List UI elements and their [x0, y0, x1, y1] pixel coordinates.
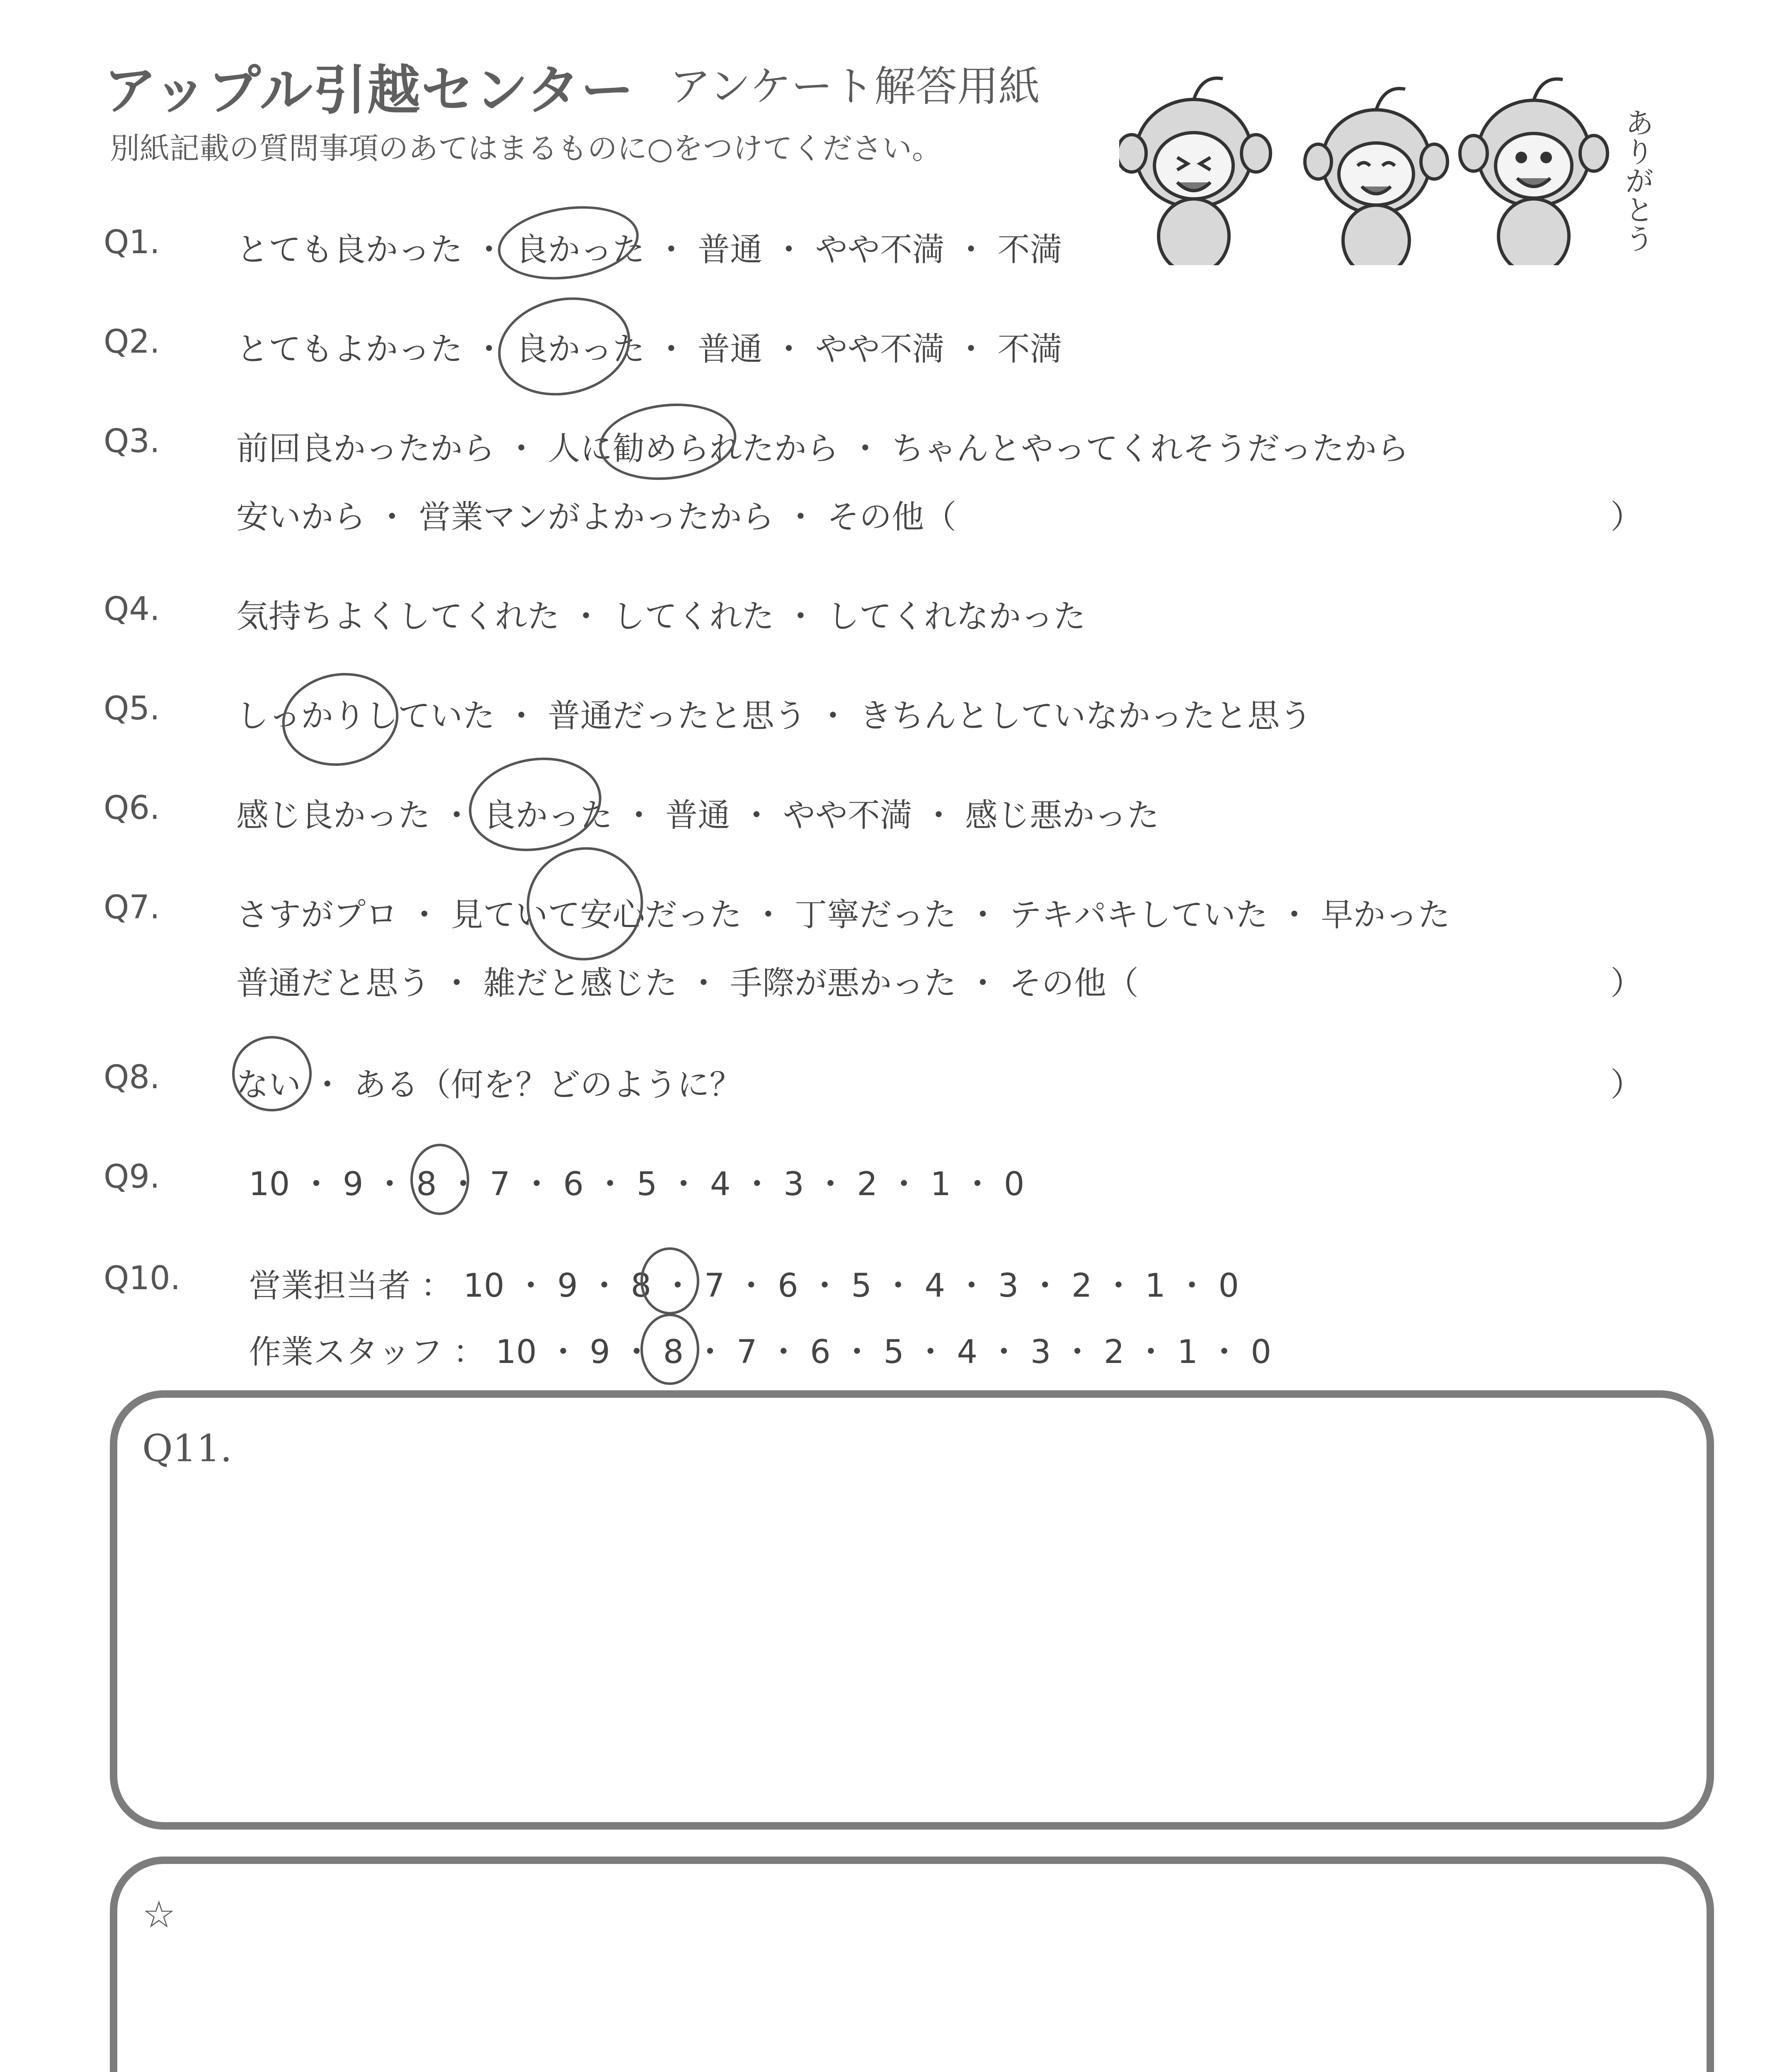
q6-label: Q6. [104, 789, 160, 827]
q1-answer-circle [493, 198, 644, 288]
q2-answer-circle [489, 286, 639, 407]
q10-sales-scale: 営業担当者 ： 10 ・ 9 ・ 8 ・ 7 ・ 6 ・ 5 ・ 4 ・ 3 ・ 2 ・ 1 ・ 0 [249, 1267, 1239, 1305]
q8-close-paren: ） [1610, 1066, 1643, 1104]
q7-close-paren: ） [1610, 965, 1643, 1002]
q10-staff-scale: 作業スタッフ ： 10 ・ 9 ・ 8 ・ 7 ・ 6 ・ 5 ・ 4 ・ 3 ・ 2 ・ 1 ・ 0 [249, 1334, 1271, 1371]
q3-options-line2: 安いから ・ 営業マンがよかったから ・ その他（ [236, 499, 957, 536]
q8-label: Q8. [104, 1059, 160, 1096]
star-comment-box[interactable] [110, 1857, 1714, 2072]
q1-options: とても良かった ・ 良かった ・ 普通 ・ やや不満 ・ 不満 [236, 231, 1062, 269]
q1-label: Q1. [104, 224, 160, 261]
q9-answer-circle [410, 1144, 469, 1215]
instruction-text: 別紙記載の質問事項のあてはまるものに○をつけてください。 [110, 131, 942, 166]
mascot-thanks-text: ありがとう [1620, 108, 1654, 253]
q6-answer-circle [461, 748, 609, 862]
q10-sales-answer-circle [640, 1247, 699, 1314]
q7-answer-circle [511, 831, 659, 977]
mascot-illustration [1119, 58, 1700, 265]
q8-options: ない ・ ある（何を？どのように？ [236, 1066, 742, 1104]
q7-options-line1: さすがプロ ・ 見ていて安心だった ・ 丁寧だった ・ テキパキしていた ・ 早かった [236, 896, 1450, 934]
q3-close-paren: ） [1610, 499, 1643, 536]
q5-label: Q5. [104, 690, 160, 727]
q2-options: とてもよかった ・ 良かった ・ 普通 ・ やや不満 ・ 不満 [236, 331, 1062, 368]
q4-label: Q4. [104, 591, 160, 628]
q9-label: Q9. [104, 1158, 160, 1196]
form-subtitle: アンケート解答用紙 [669, 62, 1040, 111]
form-title: アップル引越センター [104, 60, 635, 121]
q2-label: Q2. [104, 323, 160, 361]
q11-comment-box[interactable] [110, 1390, 1714, 1830]
q6-options: 感じ良かった ・ 良かった ・ 普通 ・ やや不満 ・ 感じ悪かった [236, 797, 1159, 834]
q3-options-line1: 前回良かったから ・ 人に勧められたから ・ ちゃんとやってくれそうだったから [236, 430, 1409, 467]
star-icon: ☆ [142, 1893, 176, 1936]
q3-label: Q3. [104, 423, 160, 460]
q11-label: Q11. [142, 1427, 232, 1470]
q3-answer-circle [595, 397, 740, 487]
q10-label: Q10. [104, 1260, 181, 1297]
q10-staff-answer-circle [640, 1314, 699, 1385]
q7-label: Q7. [104, 889, 160, 926]
q5-answer-circle [275, 664, 406, 775]
q7-options-line2: 普通だと思う ・ 雑だと感じた ・ 手際が悪かった ・ その他（ [236, 965, 1139, 1002]
q8-answer-circle [232, 1036, 312, 1111]
q5-options: しっかりしていた ・ 普通だったと思う ・ きちんとしていなかったと思う [236, 697, 1312, 735]
q4-options: 気持ちよくしてくれた ・ してくれた ・ してくれなかった [236, 598, 1086, 635]
q9-scale: 10 ・ 9 ・ 8 ・ 7 ・ 6 ・ 5 ・ 4 ・ 3 ・ 2 ・ 1 ・ 0 [249, 1166, 1025, 1203]
